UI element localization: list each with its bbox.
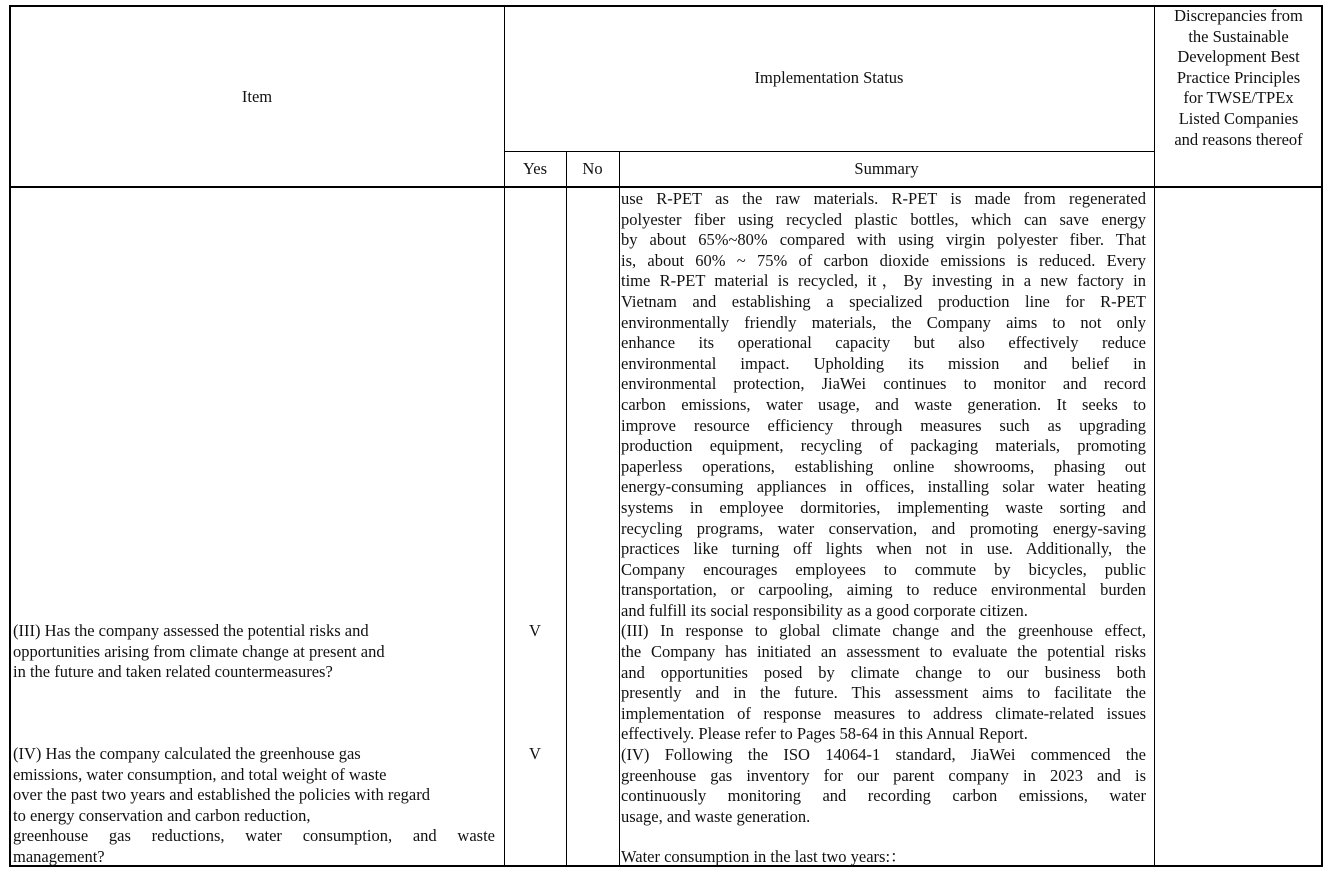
header-item: Item	[241, 87, 273, 106]
col-divider-item	[504, 6, 505, 866]
header-bottom-divider	[10, 186, 1322, 188]
header-subrow-divider	[504, 151, 1154, 152]
yes-mark-iii: V	[529, 621, 541, 640]
water-consumption-heading: Water consumption in the last two years:：	[621, 847, 907, 866]
yes-mark-iv: V	[529, 744, 541, 763]
header-implementation-status: Implementation Status	[754, 68, 904, 87]
col-divider-no	[619, 151, 620, 866]
header-no: No	[582, 159, 603, 178]
item-iii: (III) Has the company assessed the potential risks and opportunities arising from climate change at present and in the future and taken related countermeasures?	[13, 621, 385, 682]
item-iv: (IV) Has the company calculated the greenhouse gas emissions, water consumption, and total weight of waste over the past two years and established the policies with regard to energy conservation and carbon reduction, greenhouse gas reductions, water consumption, and waste management?	[13, 744, 495, 866]
col-divider-yes	[566, 151, 567, 866]
header-discrepancies: Discrepancies from the Sustainable Development Best Practice Principles for TWSE/TPEx Listed Companies and reasons thereof	[1174, 6, 1303, 149]
summary-text: use R-PET as the raw materials. R-PET is made from regenerated polyester fiber using recycled plastic bottles, which can save energy by about 65%~80% compared with using virgin polyester fiber. That is, about 60% ~ 75% of carbon dioxide emissions is reduced. Every time R-PET material is recycled, it，By investing in a new factory in Vietnam and establishing a specialized production line for R-PET environmentally friendly materials, the Company aims to not only enhance its operational capacity but also effectively reduce environmental impact. Upholding its mission and belief in environmental protection, JiaWei continues to monitor and record carbon emissions, water usage, and waste generation. It seeks to improve resource efficiency through measures such as upgrading production equipment, recycling of packaging materials, promoting paperless operations, establishing online showrooms, phasing out energy-consuming appliances in offices, installing solar water heating systems in employee dormitories, implementing waste sorting and recycling programs, water conservation, and promoting energy-saving practices like turning off lights when not in use. Additionally, the Company encourages employees to commute by bicycles, public transportation, or carpooling, aiming to reduce environmental burden and fulfill its social responsibility as a good corporate citizen. (III) In response to global climate change and the greenhouse effect, the Company has initiated an assessment to evaluate the potential risks and opportunities posed by climate change to our business both presently and in the future. This assessment aims to facilitate the implementation of response measures to address climate-related issues effectively. Please refer to Pages 58-64 in this Annual Report. (IV) Following the ISO 14064-1 standard, JiaWei commenced the greenhouse gas inventory for our parent company in 2023 and is continuously monitoring and recording carbon emissions, water usage, and waste generation.	[621, 189, 1146, 826]
header-yes: Yes	[522, 159, 547, 178]
header-summary: Summary	[854, 159, 919, 178]
